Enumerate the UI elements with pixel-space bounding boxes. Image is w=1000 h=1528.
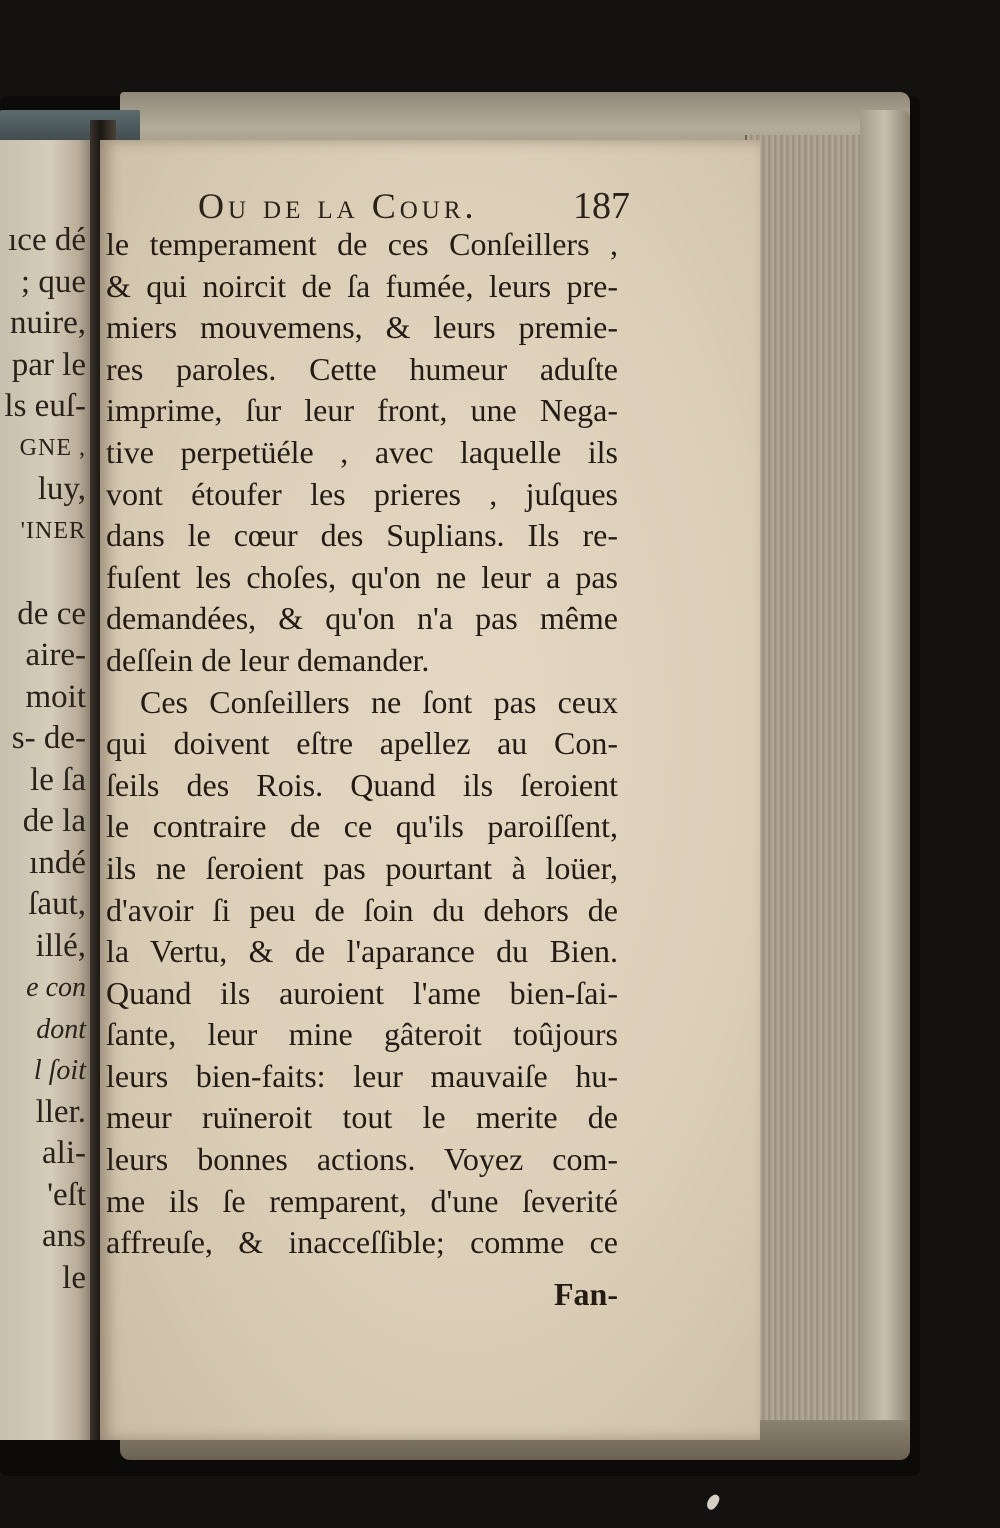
left-page-fragment: de la — [22, 803, 86, 839]
text-line: & qui noircit de ſa fumée, leurs pre- — [106, 267, 618, 304]
text-line: miers mouvemens, & leurs premie- — [106, 309, 618, 346]
left-page-fragment: ls euſ- — [4, 388, 86, 424]
left-page-fragment: par le — [11, 346, 86, 383]
left-page-fragment: ali- — [42, 1135, 86, 1171]
left-page — [0, 140, 92, 1440]
page-text-body — [106, 224, 618, 1264]
text-line: demandées, & qu'on n'a pas même — [106, 600, 618, 637]
catchword: Fan- — [554, 1276, 618, 1312]
page-number: 187 — [573, 185, 630, 227]
text-line: affreuſe, & inacceſſible; comme ce — [106, 1224, 618, 1261]
left-page-fragment: ındé — [29, 844, 86, 881]
text-line: qui doivent eſtre apellez au Con- — [106, 725, 618, 762]
left-page-fragment: moit — [25, 678, 86, 715]
text-line: deſſein de leur demander. — [106, 641, 430, 678]
left-page-fragment: illé, — [35, 927, 86, 964]
left-page-fragment: ller. — [35, 1093, 86, 1130]
text-line: Ces Conſeillers ne ſont pas ceux — [140, 683, 618, 720]
left-page-fragment: ans — [42, 1218, 86, 1254]
left-page-fragment: s- de- — [11, 720, 86, 756]
text-line: ils ne ſeroient pas pourtant à loüer, — [106, 849, 618, 886]
running-title: Ou de la Cour. — [198, 186, 478, 226]
left-page-fragment — [4, 552, 86, 594]
left-page-fragment: l ſoit — [33, 1055, 86, 1086]
book-cover-right-edge — [860, 110, 910, 1440]
text-line: me ils ſe remparent, d'une ſeverité — [106, 1182, 618, 1219]
text-line: leurs bonnes actions. Voyez com- — [106, 1141, 618, 1178]
left-page-fragment: nuire, — [9, 305, 86, 341]
text-line: res paroles. Cette humeur aduſte — [106, 350, 618, 387]
text-line: la Vertu, & de l'aparance du Bien. — [106, 933, 618, 970]
text-line: meur ruïneroit tout le merite de — [106, 1099, 618, 1136]
left-page-fragment: dont — [36, 1013, 86, 1045]
left-page-fragment: ıce dé — [8, 222, 86, 258]
text-line: ſante, leur mine gâteroit toûjours — [106, 1016, 618, 1053]
text-line: leurs bien-faits: leur mauvaiſe hu- — [106, 1057, 618, 1094]
left-page-fragment: 'INER — [20, 517, 86, 544]
left-page-fragment: GNE , — [19, 434, 86, 461]
left-page-text-fragments — [4, 220, 86, 1299]
left-page-fragment: de ce — [17, 595, 86, 632]
left-page-fragment: 'eſt — [47, 1176, 86, 1213]
text-line: ſeils des Rois. Quand ils ſeroient — [106, 766, 618, 803]
text-line: dans le cœur des Suplians. Ils re- — [106, 517, 618, 554]
text-line: Quand ils auroient l'ame bien-ſai- — [106, 974, 618, 1011]
left-page-fragment: aire- — [25, 637, 86, 673]
text-line: fuſent les choſes, qu'on ne leur a pas — [106, 558, 618, 595]
paper-speck — [704, 1493, 721, 1512]
text-line: vont étoufer les prieres , juſques — [106, 475, 618, 512]
left-page-fragment: ; que — [20, 263, 86, 300]
left-page-fragment: e con — [26, 972, 86, 1003]
left-page-fragment: le ſa — [30, 761, 86, 798]
text-line: le temperament de ces Conſeillers , — [106, 226, 618, 262]
left-page-fragment: ſaut, — [28, 886, 86, 922]
left-page-fragment: le — [62, 1259, 86, 1296]
left-page-fragment: luy, — [37, 471, 86, 507]
text-line: tive perpetüéle , avec laquelle ils — [106, 433, 618, 470]
text-line: imprime, ſur leur front, une Nega- — [106, 392, 618, 429]
text-line: le contraire de ce qu'ils paroiſſent, — [106, 808, 618, 845]
text-line: d'avoir ſi peu de ſoin du dehors de — [106, 891, 618, 928]
